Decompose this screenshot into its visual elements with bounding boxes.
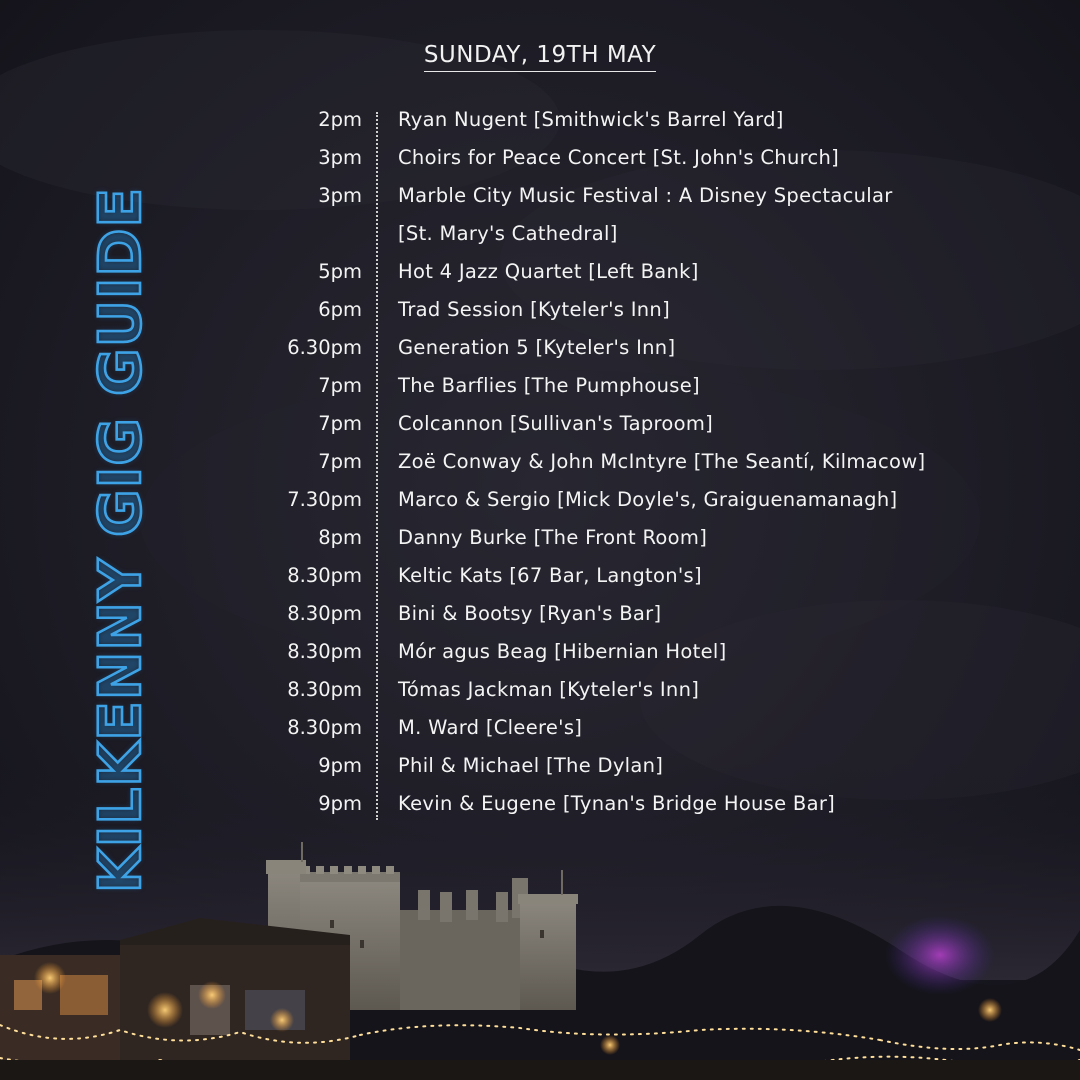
gig-event: Trad Session [Kyteler's Inn] — [398, 298, 670, 321]
gig-time: 3pm — [318, 184, 362, 207]
date-heading — [0, 42, 1080, 72]
gig-list — [0, 104, 1080, 826]
gig-row — [0, 408, 1080, 446]
gig-time: 6pm — [318, 298, 362, 321]
gig-row — [0, 256, 1080, 294]
gig-time: 5pm — [318, 260, 362, 283]
gig-row — [0, 180, 1080, 218]
gig-event: Danny Burke [The Front Room] — [398, 526, 708, 549]
gig-row — [0, 636, 1080, 674]
gig-row — [0, 598, 1080, 636]
gig-event: Keltic Kats [67 Bar, Langton's] — [398, 564, 702, 587]
gig-row — [0, 446, 1080, 484]
gig-event: Marble City Music Festival : A Disney Spectacular — [398, 184, 893, 207]
gig-time: 7pm — [318, 374, 362, 397]
gig-time: 7pm — [318, 450, 362, 473]
gig-row — [0, 788, 1080, 826]
gig-time: 7.30pm — [287, 488, 362, 511]
gig-event: Mór agus Beag [Hibernian Hotel] — [398, 640, 727, 663]
gig-time: 8pm — [318, 526, 362, 549]
gig-event: The Barflies [The Pumphouse] — [398, 374, 700, 397]
gig-row — [0, 142, 1080, 180]
gig-time: 8.30pm — [287, 602, 362, 625]
gig-time: 8.30pm — [287, 564, 362, 587]
gig-row — [0, 674, 1080, 712]
gig-time: 9pm — [318, 792, 362, 815]
gig-event: Tómas Jackman [Kyteler's Inn] — [398, 678, 700, 701]
gig-row — [0, 750, 1080, 788]
gig-event: Zoë Conway & John McIntyre [The Seantí, Kilmacow] — [398, 450, 926, 473]
gig-time: 3pm — [318, 146, 362, 169]
gig-event: Choirs for Peace Concert [St. John's Church] — [398, 146, 840, 169]
gig-event: Marco & Sergio [Mick Doyle's, Graiguenamanagh] — [398, 488, 898, 511]
gig-time: 8.30pm — [287, 640, 362, 663]
gig-event: Bini & Bootsy [Ryan's Bar] — [398, 602, 662, 625]
gig-time: 6.30pm — [287, 336, 362, 359]
gig-event: Phil & Michael [The Dylan] — [398, 754, 664, 777]
gig-event: Kevin & Eugene [Tynan's Bridge House Bar] — [398, 792, 836, 815]
kilkenny-gig-guide-title: KILKENNY GIG GUIDE — [86, 186, 154, 894]
gig-event: Colcannon [Sullivan's Taproom] — [398, 412, 714, 435]
gig-row — [0, 294, 1080, 332]
gig-row — [0, 218, 1080, 256]
gig-time: 9pm — [318, 754, 362, 777]
date-heading-text: SUNDAY, 19TH MAY — [424, 42, 656, 72]
gig-row — [0, 712, 1080, 750]
gig-event: Hot 4 Jazz Quartet [Left Bank] — [398, 260, 699, 283]
gig-event: M. Ward [Cleere's] — [398, 716, 583, 739]
gig-time: 7pm — [318, 412, 362, 435]
gig-row — [0, 484, 1080, 522]
gig-time: 8.30pm — [287, 716, 362, 739]
gig-time: 8.30pm — [287, 678, 362, 701]
gig-event: [St. Mary's Cathedral] — [398, 222, 618, 245]
gig-row — [0, 560, 1080, 598]
gig-event: Ryan Nugent [Smithwick's Barrel Yard] — [398, 108, 784, 131]
gig-row — [0, 522, 1080, 560]
gig-time: 2pm — [318, 108, 362, 131]
gig-row — [0, 370, 1080, 408]
gig-row — [0, 332, 1080, 370]
gig-event: Generation 5 [Kyteler's Inn] — [398, 336, 676, 359]
gig-row — [0, 104, 1080, 142]
